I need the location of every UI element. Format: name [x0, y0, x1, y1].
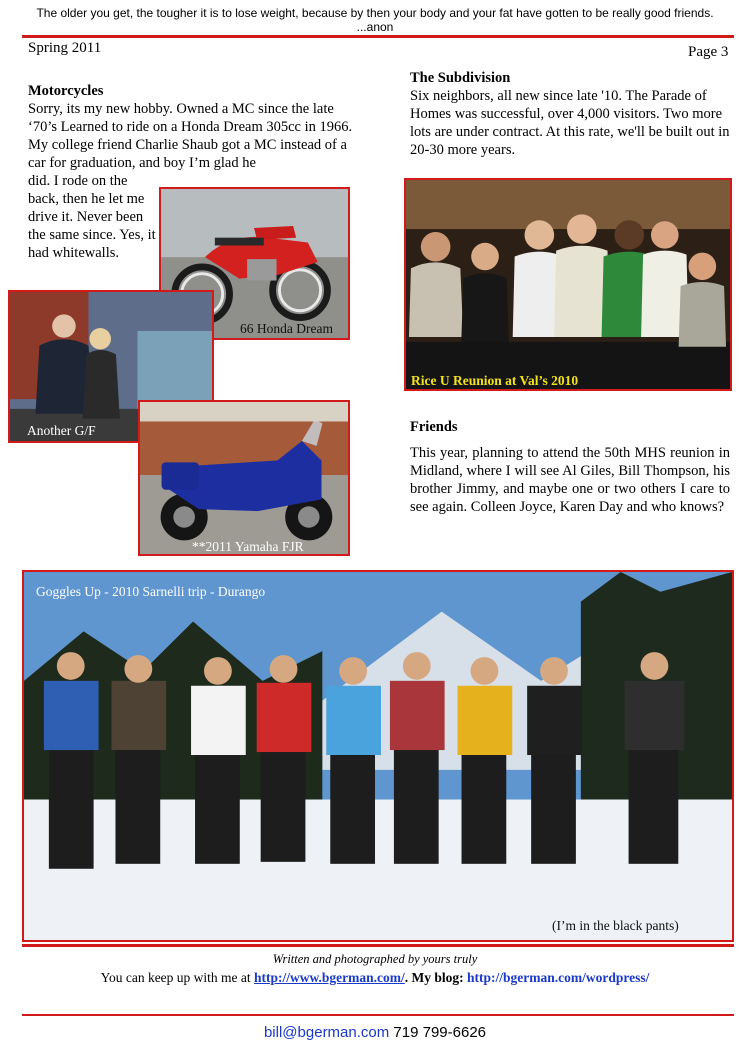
website-link[interactable]: http://www.bgerman.com/: [254, 970, 405, 985]
header-rule: [22, 35, 734, 38]
contact-line: [0, 1024, 750, 1041]
footer-rule-top: [22, 944, 734, 947]
phone-number: 719 799-6626: [389, 1024, 487, 1041]
girlfriend-caption: Another G/F: [27, 423, 96, 438]
rice-caption: Rice U Reunion at Val’s 2010: [411, 373, 579, 388]
keep-up-line: [0, 970, 750, 986]
friends-heading: Friends: [410, 419, 458, 435]
quote-attribution: ...anon: [356, 20, 394, 34]
yamaha-fjr-photo: [138, 400, 350, 556]
motorcycles-text-continued: did. I rode on the back, then he let me drive it. Never been the same since. Yes, it had whitewalls.: [28, 173, 156, 261]
ski-caption: Goggles Up - 2010 Sarnelli trip - Durango: [36, 584, 266, 599]
friends-text: This year, planning to attend the 50th MHS reunion in Midland, where I will see Al Giles, Bill Thompson, his brother Jimmy, and maybe one or two others I care to see again. Colleen Joyce, Karen Day and who knows?: [410, 445, 730, 515]
blog-link[interactable]: http://bgerman.com/wordpress/: [467, 970, 650, 985]
quote-text: The older you get, the tougher it is to lose weight, because by then your body and your fat have gotten to be really good friends.: [36, 6, 714, 20]
motorcycles-heading: Motorcycles: [28, 83, 104, 99]
ski-note: (I’m in the black pants): [552, 918, 679, 933]
ski-group-photo: [22, 570, 734, 942]
subdivision-text: Six neighbors, all new since late '10. The Parade of Homes was successful, over 4,000 visitors. Two more lots are under contract. At this rate, we'll be built out in 20-30 more years.: [410, 88, 730, 158]
issue-label: Spring 2011: [28, 40, 102, 56]
page-number: Page 3: [688, 44, 729, 60]
motorcycles-text: Sorry, its my new hobby. Owned a MC since the late ‘70’s Learned to ride on a Honda Dream 305cc in 1966. My college friend Charlie Shaub got a MC instead of a car for graduation, and boy I’m glad he: [28, 101, 353, 171]
header-quote: [0, 6, 750, 34]
blog-label: . My blog:: [404, 970, 468, 985]
rice-reunion-photo: [404, 178, 732, 391]
honda-caption: 66 Honda Dream: [240, 321, 333, 336]
subdivision-heading: The Subdivision: [410, 70, 511, 86]
yamaha-caption: **2011 Yamaha FJR: [192, 539, 304, 554]
footer-rule-bottom: [22, 1014, 734, 1016]
keep-up-prefix: You can keep up with me at: [100, 970, 255, 985]
credit-line: Written and photographed by yours truly: [272, 952, 478, 966]
email-link[interactable]: bill@bgerman.com: [263, 1024, 390, 1041]
